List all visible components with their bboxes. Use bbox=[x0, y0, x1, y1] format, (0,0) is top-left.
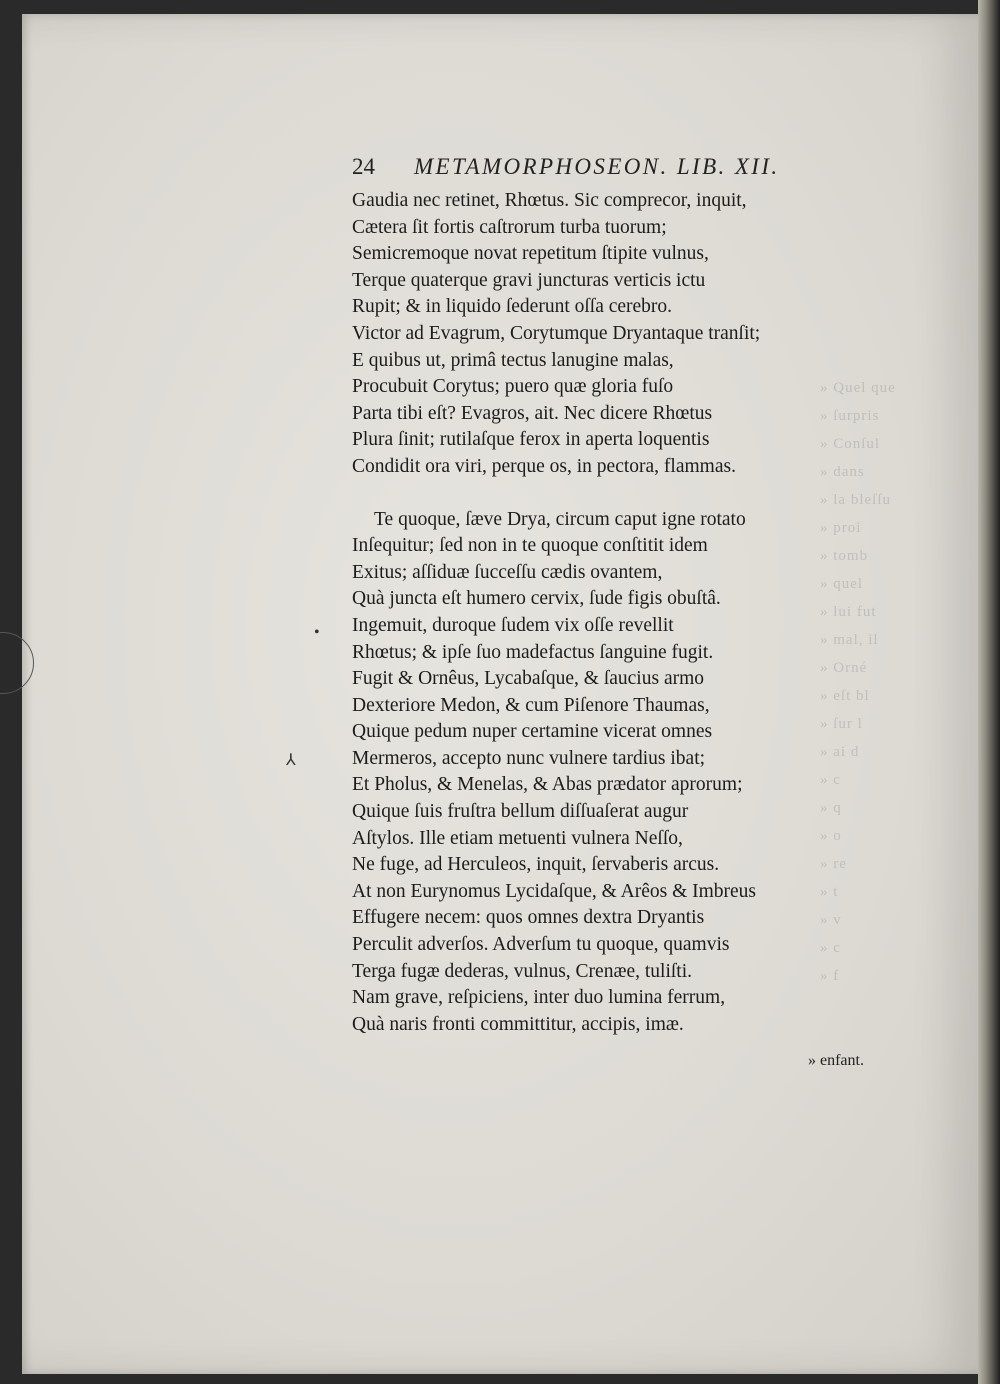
verse-line: Quique ſuis fruſtra bellum diſſuaſerat augur bbox=[352, 801, 689, 823]
bleed-through-line: » q bbox=[820, 800, 842, 816]
bleed-through-line: » c bbox=[820, 772, 841, 788]
bleed-through-line: » t bbox=[820, 884, 839, 900]
verse-line: Quà juncta eſt humero cervix, ſude figis obuſtâ. bbox=[352, 588, 721, 610]
verse-line: Te quoque, ſæve Drya, circum caput igne rotato bbox=[374, 508, 746, 530]
verse-line: Cætera ſit fortis caſtrorum turba tuorum; bbox=[352, 216, 667, 238]
verse-line: Et Pholus, & Menelas, & Abas prædator aprorum; bbox=[352, 774, 743, 796]
verse-line: At non Eurynomus Lycidaſque, & Arêos & Imbreus bbox=[352, 880, 757, 902]
verse-line: Quique pedum nuper certamine vicerat omnes bbox=[352, 721, 713, 743]
running-title: METAMORPHOSEON. LIB. XII. bbox=[414, 154, 780, 179]
verse-line: Terque quaterque gravi juncturas verticis ictu bbox=[352, 269, 706, 291]
verse-line: Nam grave, reſpiciens, inter duo lumina ferrum, bbox=[352, 987, 726, 1009]
bleed-through-line: » mal, il bbox=[820, 632, 879, 648]
verse-line: Gaudia nec retinet, Rhœtus. Sic comprecor, inquit, bbox=[352, 190, 747, 211]
stanza-1 bbox=[352, 188, 862, 481]
page-header bbox=[352, 152, 852, 186]
stanza-2 bbox=[352, 507, 862, 1039]
bleed-through-line: » ſur l bbox=[820, 716, 863, 732]
verse-line: Effugere necem: quos omnes dextra Dryantis bbox=[352, 907, 705, 929]
verse-line: Condidit ora viri, perque os, in pectora, flammas. bbox=[352, 455, 736, 477]
bleed-through-line: » Conſul bbox=[820, 436, 881, 452]
verse-line: Semicremoque novat repetitum ſtipite vulnus, bbox=[352, 243, 709, 265]
margin-mark-sign: ⅄ bbox=[286, 752, 296, 769]
bleed-through-line: » tomb bbox=[820, 548, 869, 564]
bleed-through-line: » quel bbox=[820, 576, 864, 592]
bleed-through-line: » c bbox=[820, 940, 841, 956]
margin-mark-dot: • bbox=[314, 624, 320, 641]
bleed-through-line: » dans bbox=[820, 464, 865, 480]
bleed-through-line: » o bbox=[820, 828, 842, 844]
verse-line: Dexteriore Medon, & cum Piſenore Thaumas, bbox=[352, 694, 710, 716]
verse-line: Procubuit Corytus; puero quæ gloria fuſo bbox=[352, 376, 674, 398]
verse-line: Aſtylos. Ille etiam metuenti vulnera Neſſo, bbox=[352, 827, 683, 849]
verse-line: Fugit & Ornêus, Lycabaſque, & ſaucius armo bbox=[352, 668, 705, 690]
verse-line: Ingemuit, duroque ſudem vix oſſe revellit bbox=[352, 614, 674, 636]
verse-line: Inſequitur; ſed non in te quoque conſtitit idem bbox=[352, 535, 708, 557]
verse-line: Exitus; aſſiduæ ſucceſſu cædis ovantem, bbox=[352, 561, 663, 583]
verse-line: Ne fuge, ad Herculeos, inquit, ſervaberis arcus. bbox=[352, 854, 720, 876]
verse-line: Quà naris fronti committitur, accipis, imæ. bbox=[352, 1013, 684, 1035]
stanza-gap bbox=[352, 481, 862, 507]
bleed-through-line: » re bbox=[820, 856, 847, 872]
bleed-through-line: » v bbox=[820, 912, 842, 928]
verse-line: Rhœtus; & ipſe ſuo madefactus ſanguine fugit. bbox=[352, 641, 714, 663]
top-shadow bbox=[18, 0, 978, 14]
verse-line: Victor ad Evagrum, Corytumque Dryantaque tranſit; bbox=[352, 322, 761, 344]
bleed-through-line: » f bbox=[820, 968, 840, 984]
bleed-through-line: » lui fut bbox=[820, 604, 877, 620]
verse-line: Perculit adverſos. Adverſum tu quoque, quamvis bbox=[352, 934, 730, 956]
bleed-through-line: » Quel que bbox=[820, 380, 896, 396]
poem-text bbox=[352, 188, 862, 1038]
bleed-through-line: » Orné bbox=[820, 660, 868, 676]
bleed-through-line: » ſurpris bbox=[820, 408, 880, 424]
page-number: 24 bbox=[352, 154, 375, 179]
bleed-through-line: » la bleſſu bbox=[820, 492, 891, 508]
book-binding bbox=[978, 0, 1000, 1384]
verse-line: E quibus ut, primâ tectus lanugine malas, bbox=[352, 349, 674, 371]
bleed-through-line: » proi bbox=[820, 520, 862, 536]
verse-line: Terga fugæ dederas, vulnus, Crenæe, tuliſti. bbox=[352, 960, 693, 982]
verse-line: Mermeros, accepto nunc vulnere tardius ibat; bbox=[352, 747, 706, 769]
verse-line: Rupit; & in liquido ſederunt oſſa cerebro. bbox=[352, 296, 673, 318]
bleed-through-line: » ai d bbox=[820, 744, 860, 760]
verse-line: Plura ſinit; rutilaſque ferox in aperta loquentis bbox=[352, 429, 710, 451]
bleed-through-line: » eſt bl bbox=[820, 688, 870, 704]
catchword: » enfant. bbox=[808, 1052, 864, 1069]
verse-line: Parta tibi eſt? Evagros, ait. Nec dicere Rhœtus bbox=[352, 402, 713, 424]
